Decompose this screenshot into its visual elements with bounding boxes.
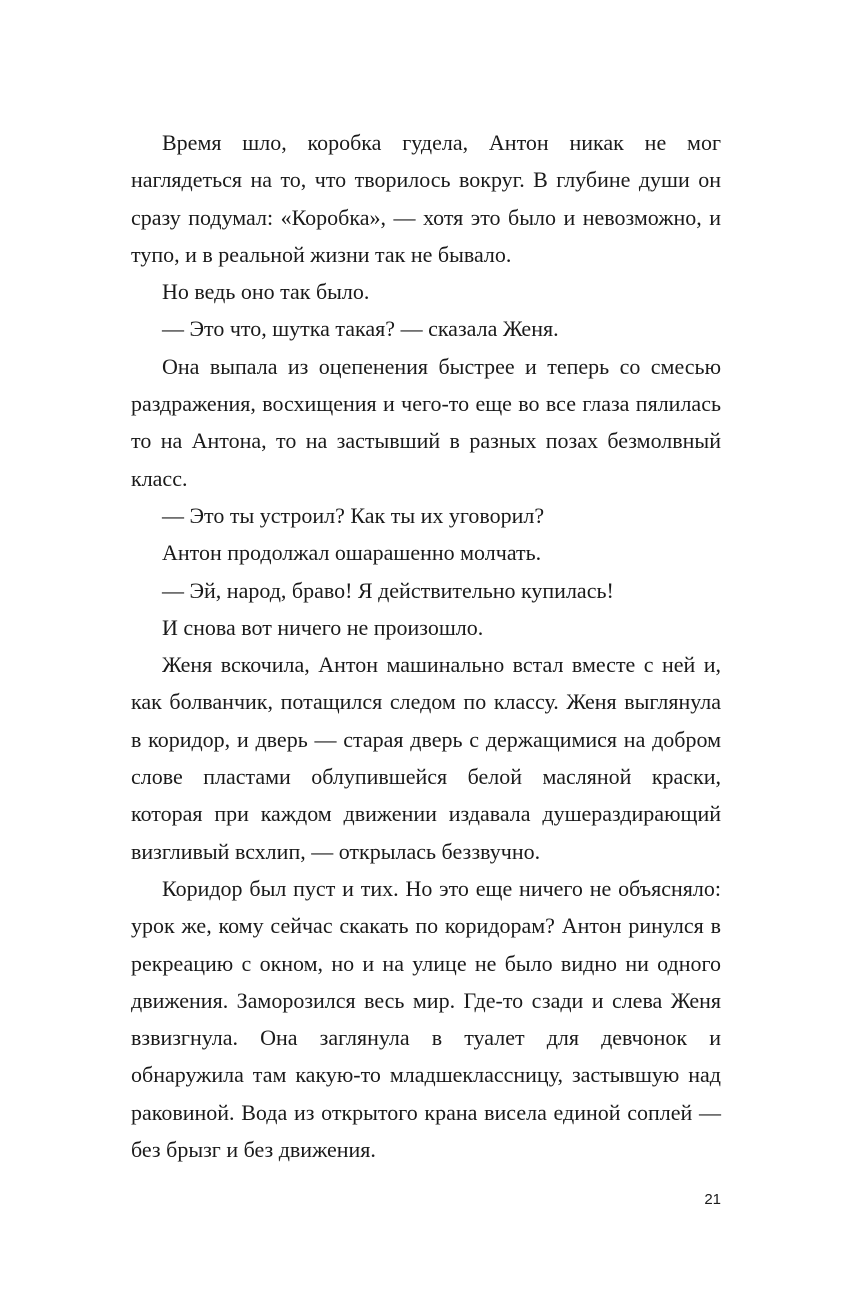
paragraph-6: Антон продолжал ошарашенно молчать. [162,540,542,566]
paragraph-4: Она выпала из оцепенения быстрее и теперь со смесью раздражения, восхищения и чего-то еще во все глаза пялилась то на Антона, то на застывший в разных позах безмолвный класс. [131,353,721,491]
paragraph-8: И снова вот ничего не произошло. [162,614,484,640]
paragraph-9: Женя вскочила, Антон машинально встал вместе с ней и, как болванчик, потащился следом по классу. Женя выглянула в коридор, и дверь — старая дверь с держащимися на добром слове пластами облупившейся белой масляной краски, которая при каждом движении издавала душераздирающий визгливый всхлип, — открылась беззвучно. [131,652,721,864]
paragraph-5: — Это ты устроил? Как ты их уговорил? [162,502,545,528]
paragraph-1: Время шло, коробка гудела, Антон никак не мог наглядеться на то, что творилось вокруг. В глубине души он сразу подумал: «Коробка», — хотя это было и невозможно, и тупо, и в реальной жизни так не бывало. [131,130,721,267]
page-number: 21 [704,1191,721,1208]
paragraph-2: Но ведь оно так было. [162,279,370,305]
paragraph-10: Коридор был пуст и тих. Но это еще ничего не объясняло: урок же, кому сейчас скакать по коридорам? Антон ринулся в рекреацию с окном, но и на улице не было видно ни одного движения. Заморозился весь мир. Где-то сзади и слева Женя взвизгнула. Она заглянула в туалет для девчонок и обнаружила там какую-то младшеклассницу, застывшую над раковиной. Вода из открытого крана висела единой соплей — без брызг и без движения. [131,875,721,1163]
paragraph-3: — Это что, шутка такая? — сказала Женя. [162,316,559,342]
paragraph-7: — Эй, народ, браво! Я действительно купилась! [162,577,614,603]
body-text [131,124,721,1168]
